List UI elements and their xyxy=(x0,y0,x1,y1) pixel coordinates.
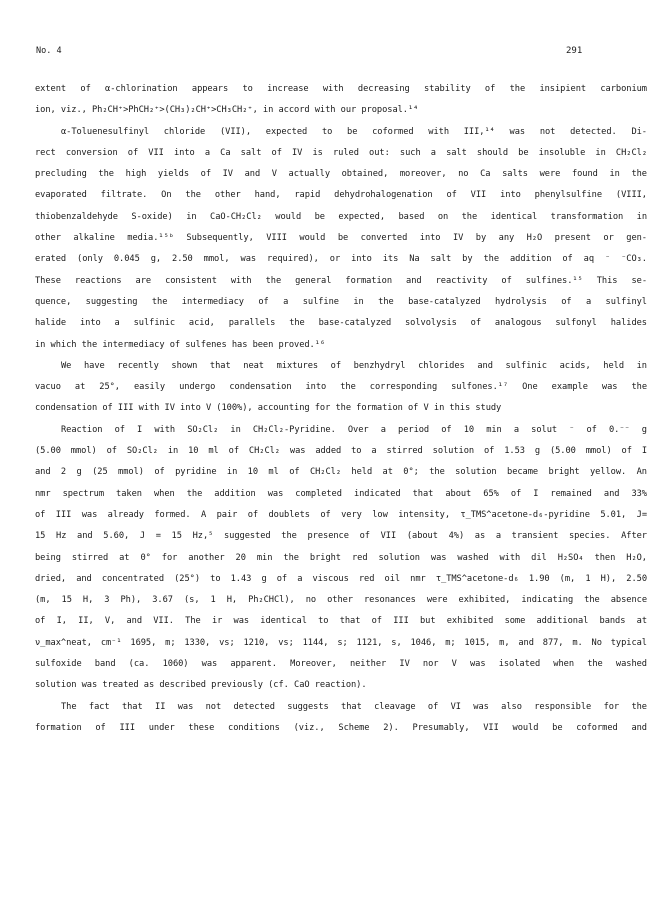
text-line: These reactions are consistent with the general formation and reactivity of sulfines.¹⁵ This se- xyxy=(35,275,647,286)
text-line: The fact that II was not detected suggests that cleavage of VI was also responsible for the xyxy=(61,701,647,712)
text-line: halide into a sulfinic acid, parallels the base-catalyzed solvolysis of analogous sulfonyl halides xyxy=(35,318,647,329)
text-line: other alkaline media.¹⁵ᵇ Subsequently, VIII would be converted into IV by any H₂O present or gen- xyxy=(35,233,647,244)
text-line: condensation of III with IV into V (100%), accounting for the formation of V in this study xyxy=(35,403,502,414)
text-line: (5.00 mmol) of SO₂Cl₂ in 10 ml of CH₂Cl₂ was added to a stirred solution of 1.53 g (5.00 mmol) of I xyxy=(35,446,647,457)
text-line: α-Toluenesulfinyl chloride (VII), expected to be coformed with III,¹⁴ was not detected. Di- xyxy=(61,126,647,137)
text-line: precluding the high yields of IV and V actually obtained, moreover, no Ca salts were found in the xyxy=(35,169,647,180)
text-line: erated (only 0.045 g, 2.50 mmol, was required), or into its Na salt by the addition of aq ⁻ ⁻CO₃. xyxy=(35,254,647,265)
text-line: in which the intermediacy of sulfenes has been proved.¹⁶ xyxy=(35,339,326,350)
text-line: ν_max^neat, cm⁻¹ 1695, m; 1330, vs; 1210, vs; 1144, s; 1121, s, 1046, m; 1015, m, and 877, m. No typical xyxy=(35,637,647,648)
text-line: quence, suggesting the intermediacy of a sulfine in the base-catalyzed hydrolysis of a sulfinyl xyxy=(35,296,647,307)
text-line: evaporated filtrate. On the other hand, rapid dehydrohalogenation of VII into phenylsulfine (VIII, xyxy=(35,190,647,201)
text-line: sulfoxide band (ca. 1060) was apparent. Moreover, neither IV nor V was isolated when the washed xyxy=(35,659,647,670)
text-line: dried, and concentrated (25°) to 1.43 g of a viscous red oil nmr τ_TMS^acetone-d₆ 1.90 (m, 1 H), 2.50 xyxy=(35,573,647,584)
text-line: thiobenzaldehyde S-oxide) in CaO-CH₂Cl₂ would be expected, based on the identical transformation in xyxy=(35,211,647,222)
text-line: being stirred at 0° for another 20 min the bright red solution was washed with dil H₂SO₄ then H₂O, xyxy=(35,552,647,563)
text-line: vacuo at 25°, easily undergo condensation into the corresponding sulfones.¹⁷ One example was the xyxy=(35,382,647,393)
text-line: and 2 g (25 mmol) of pyridine in 10 ml of CH₂Cl₂ held at 0°; the solution became bright yellow. An xyxy=(35,467,647,478)
page-number: 291 xyxy=(566,46,583,56)
text-line: formation of III under these conditions (viz., Scheme 2). Presumably, VII would be coformed and xyxy=(35,722,647,733)
text-line: ion, viz., Ph₂CH⁺>PhCH₂⁺>(CH₃)₂CH⁺>CH₃CH₂⁺, in accord with our proposal.¹⁴ xyxy=(35,105,419,116)
text-line: (m, 15 H, 3 Ph), 3.67 (s, 1 H, Ph₂CHCl), no other resonances were exhibited, indicating the absence xyxy=(35,595,647,606)
article-body xyxy=(35,79,647,739)
journal-issue-number: No. 4 xyxy=(36,46,62,56)
text-line: of III was already formed. A pair of doublets of very low intensity, τ_TMS^acetone-d₆-pyridine 5.01, J= xyxy=(35,509,647,520)
text-line: solution was treated as described previously (cf. CaO reaction). xyxy=(35,680,367,691)
text-line: extent of α-chlorination appears to increase with decreasing stability of the insipient carbonium xyxy=(35,84,647,94)
text-line: of I, II, V, and VII. The ir was identical to that of III but exhibited some additional bands at xyxy=(35,616,647,627)
text-line: nmr spectrum taken when the addition was completed indicated that about 65% of I remained and 33% xyxy=(35,488,647,499)
text-line: 15 Hz and 5.60, J = 15 Hz,⁵ suggested the presence of VII (about 4%) as a transient species. After xyxy=(35,531,647,542)
section-heading-line: Reaction of I with SO₂Cl₂ in CH₂Cl₂-Pyridine. Over a period of 10 min a solut ⁻ of 0.⁻⁻ g xyxy=(61,424,647,435)
text-line: rect conversion of VII into a Ca salt of IV is ruled out: such a salt should be insoluble in CH₂Cl₂ xyxy=(35,147,647,158)
text-line: We have recently shown that neat mixtures of benzhydryl chlorides and sulfinic acids, held in xyxy=(61,360,647,371)
